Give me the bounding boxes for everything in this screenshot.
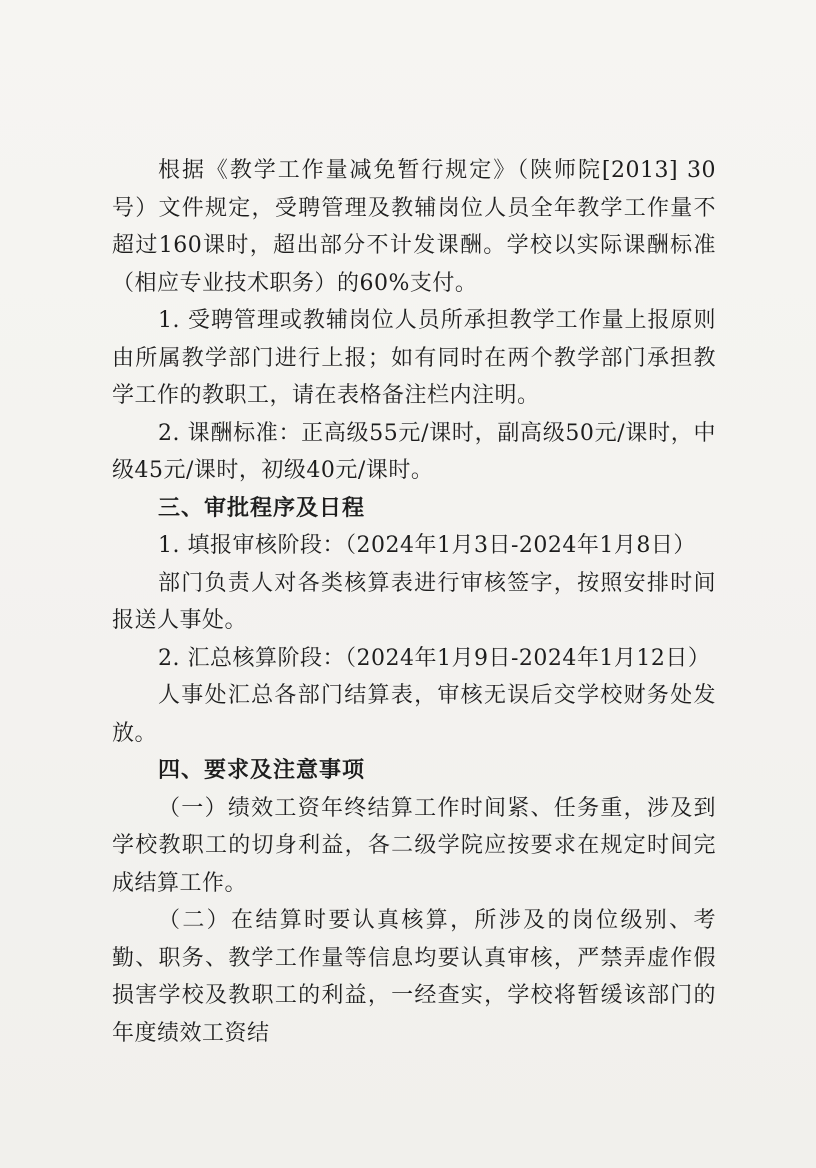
section-heading-approval: 三、审批程序及日程	[158, 495, 366, 521]
document-body	[112, 152, 716, 1052]
paragraph-requirement-2: （二）在结算时要认真核算，所涉及的岗位级别、考勤、职务、教学工作量等信息均要认真审核，严禁弄虚作假损害学校及教职工的利益，一经查实，学校将暂缓该部门的年度绩效工资结	[112, 908, 716, 1046]
paragraph-item-2-pay-standard: 2. 课酬标准：正高级55元/课时，副高级50元/课时，中级45元/课时，初级40元/课时。	[112, 420, 716, 483]
paragraph-workload-rule: 根据《教学工作量减免暂行规定》（陕师院[2013] 30号）文件规定，受聘管理及教辅岗位人员全年教学工作量不超过160课时，超出部分不计发课酬。学校以实际课酬标准（相应专业技术职务）的60%支付。	[112, 158, 716, 296]
paragraph-stage-1: 1. 填报审核阶段：（2024年1月3日-2024年1月8日）	[158, 533, 696, 558]
paragraph-requirement-1: （一）绩效工资年终结算工作时间紧、任务重，涉及到学校教职工的切身利益，各二级学院应按要求在规定时间完成结算工作。	[112, 795, 716, 896]
paragraph-item-1-reporting: 1. 受聘管理或教辅岗位人员所承担教学工作量上报原则由所属教学部门进行上报；如有同时在两个教学部门承担教学工作的教职工，请在表格备注栏内注明。	[112, 308, 716, 408]
section-heading-requirements: 四、要求及注意事项	[158, 758, 366, 783]
paragraph-stage-2: 2. 汇总核算阶段：（2024年1月9日-2024年1月12日）	[158, 645, 711, 671]
paragraph-stage-2-detail: 人事处汇总各部门结算表，审核无误后交学校财务处发放。	[112, 683, 716, 746]
paragraph-stage-1-detail: 部门负责人对各类核算表进行审核签字，按照安排时间报送人事处。	[112, 570, 716, 633]
